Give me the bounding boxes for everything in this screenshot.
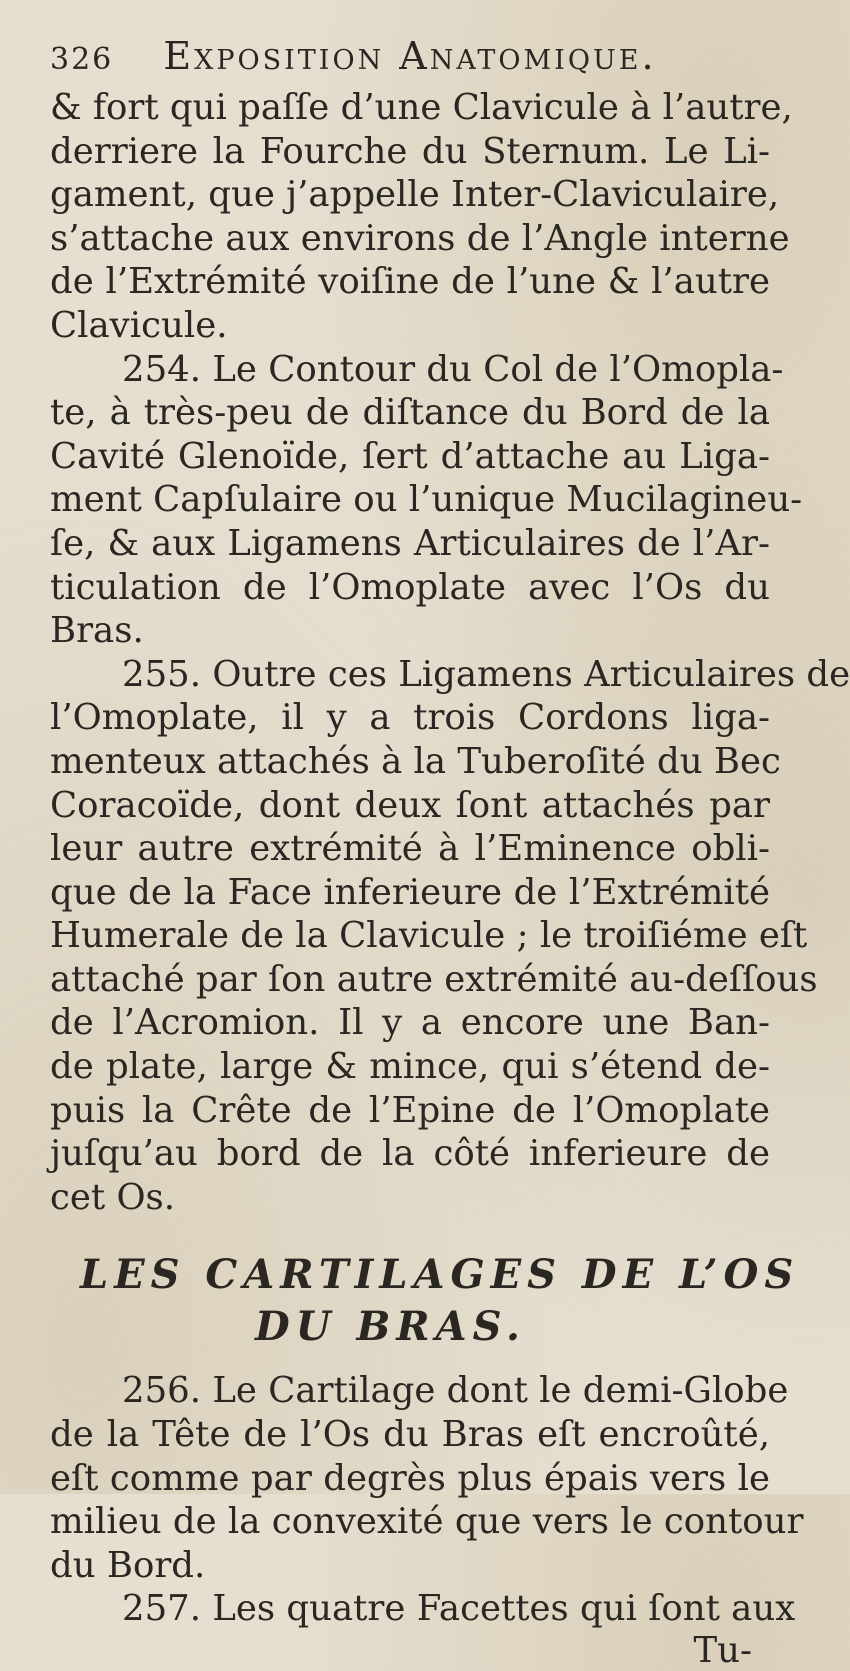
text-line: gament, que j’appelle Inter-Claviculaire, (50, 174, 780, 216)
text-line: ſe, & aux Ligamens Articulaires de l’Ar- (50, 522, 770, 564)
text-line: de la Tête de l’Os du Bras eſt encroûté, (50, 1414, 770, 1456)
paragraph-256 (50, 1369, 804, 1587)
section-subheading: DU BRAS. (255, 1303, 526, 1351)
text-line: Coracoïde, dont deux ſont attachés par (50, 784, 770, 826)
text-line: 257. Les quatre Facettes qui ſont aux (122, 1588, 796, 1630)
text-line: s’attache aux environs de l’Angle interne (50, 217, 790, 259)
text-line: eſt comme par degrès plus épais vers le (50, 1457, 770, 1499)
page-body (50, 86, 850, 1671)
text-line: cet Os. (50, 1176, 176, 1218)
text-line: 255. Outre ces Ligamens Articulaires de (122, 653, 850, 695)
text-line: attaché par ſon autre extrémité au-deſſous (50, 958, 818, 1000)
running-title: Exposition Anatomique. (163, 34, 657, 78)
text-line: du Bord. (50, 1544, 206, 1586)
text-line: menteux attachés à la Tuberoſité du Bec (50, 740, 781, 782)
paragraph-257 (50, 1587, 796, 1631)
catchword: Tu- (693, 1630, 752, 1671)
text-line: 254. Le Contour du Col de l’Omopla- (122, 348, 784, 390)
text-line: de l’Extrémité voiſine de l’une & l’autre (50, 261, 770, 303)
text-line: puis la Crête de l’Epine de l’Omoplate (50, 1089, 770, 1131)
text-line: leur autre extrémité à l’Eminence obli- (50, 828, 770, 870)
spacer (50, 1353, 770, 1369)
text-line: de plate, large & mince, qui s’étend de- (50, 1046, 770, 1088)
text-line: & fort qui paſſe d’une Clavicule à l’autre, (50, 87, 793, 128)
page-number: 326 (50, 42, 114, 77)
text-line: ticulation de l’Omoplate avec l’Os du (50, 566, 770, 608)
text-line: l’Omoplate, il y a trois Cordons liga- (50, 697, 770, 739)
text-line: derriere la Fourche du Sternum. Le Li- (50, 130, 770, 172)
spacer (50, 1219, 770, 1249)
paragraph-255 (50, 653, 850, 1220)
text-line: Humerale de la Clavicule ; le troiſiéme eſt (50, 915, 808, 957)
paragraph-253-continued (50, 86, 793, 348)
text-line: milieu de la convexité que vers le contour (50, 1501, 804, 1543)
text-line: Bras. (50, 610, 144, 652)
page-header (50, 30, 770, 86)
text-line: de l’Acromion. Il y a encore une Ban- (50, 1002, 770, 1044)
text-line: juſqu’au bord de la côté inferieure de (50, 1133, 770, 1175)
text-line: ment Capſulaire ou l’unique Mucilagineu- (50, 479, 803, 521)
section-heading-block (50, 1249, 800, 1353)
text-line: 256. Le Cartilage dont le demi-Globe (122, 1370, 789, 1412)
section-heading: LES CARTILAGES DE L’OS (80, 1251, 800, 1299)
text-line: que de la Face inferieure de l’Extrémité (50, 871, 770, 913)
paragraph-254 (50, 348, 803, 653)
text-line: Cavité Glenoïde, ſert d’attache au Liga- (50, 435, 770, 477)
text-line: Clavicule. (50, 304, 228, 346)
text-line: te, à très-peu de diſtance du Bord de la (50, 392, 770, 434)
